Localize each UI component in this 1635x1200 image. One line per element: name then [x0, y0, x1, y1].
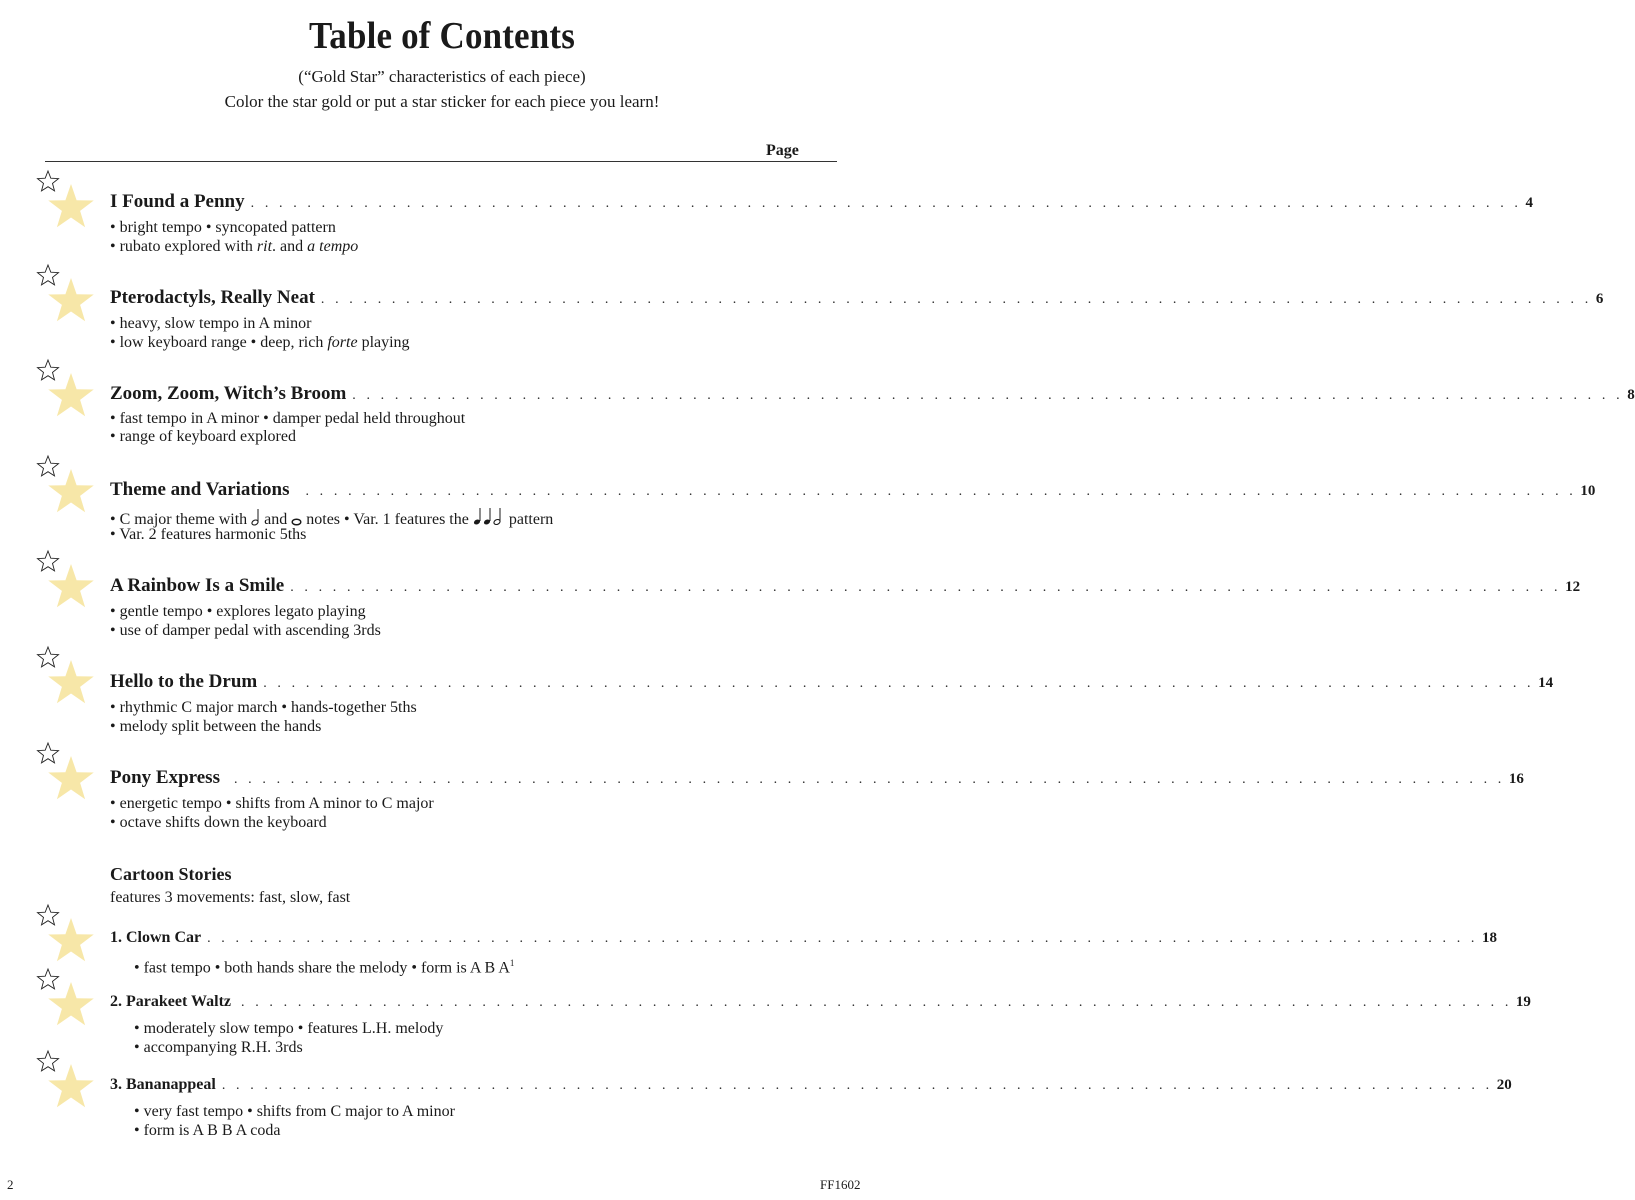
entry-description-line: • octave shifts down the keyboard: [110, 814, 327, 831]
dot-leader: . . . . . . . . . . . . . . . . . . . . . . . . . . . . . . . . . . . . . . . . . . . . . . . . . . . . . . . . . . . . . . . . . . . . . . . . . . . . . . . . . . . . . . . . . .: [352, 388, 1624, 403]
toc-entry[interactable]: [110, 767, 1524, 789]
entry-title: Theme and Variations: [110, 479, 290, 500]
page-instructions: Color the star gold or put a star sticker for each piece you learn!: [224, 92, 660, 111]
footer-catalog-code: FF1602: [820, 1177, 861, 1192]
entry-description-line: • rhythmic C major march • hands-together 5ths: [110, 699, 417, 716]
page-number: 16: [1508, 771, 1524, 787]
entry-title: A Rainbow Is a Smile: [110, 575, 285, 596]
dot-leader: . . . . . . . . . . . . . . . . . . . . . . . . . . . . . . . . . . . . . . . . . . . . . . . . . . . . . . . . . . . . . . . . . . . . . . . . . . . . . . . . . . . . . . . . . .: [263, 676, 1535, 691]
page-column-label: Page: [766, 142, 799, 159]
page-number: 6: [1595, 291, 1604, 307]
entry-title: Hello to the Drum: [110, 671, 258, 692]
footer-page-number: 2: [7, 1177, 14, 1192]
entry-description-line: • Var. 2 features harmonic 5ths: [110, 526, 307, 543]
page-number: 19: [1515, 994, 1531, 1010]
gold-star-icon[interactable]: [34, 646, 100, 712]
page-number: 14: [1538, 675, 1554, 691]
dot-leader: . . . . . . . . . . . . . . . . . . . . . . . . . . . . . . . . . . . . . . . . . . . . . . . . . . . . . . . . . . . . . . . . . . . . . . . . . . . . . . . . . . . . . . . . . .: [250, 196, 1522, 211]
entry-description-line: • melody split between the hands: [110, 718, 322, 735]
page-subtitle: (“Gold Star” characteristics of each piece): [298, 67, 586, 86]
entry-description-line: • C major theme with and notes • Var. 1 features the pattern: [110, 506, 553, 531]
dot-leader: . . . . . . . . . . . . . . . . . . . . . . . . . . . . . . . . . . . . . . . . . . . . . . . . . . . . . . . . . . . . . . . . . . . . . . . . . . . . . . . . . . . . . . . . . .: [290, 580, 1562, 595]
entry-description-line: • form is A B B A coda: [134, 1122, 281, 1139]
toc-entry[interactable]: [110, 383, 1635, 405]
gold-star-icon[interactable]: [34, 264, 100, 330]
gold-star-icon[interactable]: [34, 1050, 100, 1116]
entry-description-line: • low keyboard range • deep, rich forte playing: [110, 334, 410, 351]
entry-description-line: • heavy, slow tempo in A minor: [110, 315, 312, 332]
page-number: 18: [1482, 930, 1498, 946]
toc-entry[interactable]: [110, 191, 1534, 213]
page-number: 4: [1525, 195, 1534, 211]
toc-entry[interactable]: [110, 671, 1554, 693]
entry-description-line: • rubato explored with rit. and a tempo: [110, 238, 359, 255]
dot-leader: . . . . . . . . . . . . . . . . . . . . . . . . . . . . . . . . . . . . . . . . . . . . . . . . . . . . . . . . . . . . . . . . . . . . . . . . . . . . . . . . . . . . . . . . . .: [221, 1078, 1493, 1093]
entry-description-line: • fast tempo in A minor • damper pedal held throughout: [110, 410, 466, 427]
toc-entry[interactable]: [110, 479, 1596, 501]
gold-star-icon[interactable]: [34, 968, 100, 1034]
entry-title: 2. Parakeet Waltz: [110, 993, 232, 1010]
gold-star-icon[interactable]: [34, 455, 100, 521]
entry-title: Pony Express: [110, 767, 220, 788]
toc-entry[interactable]: [110, 993, 1531, 1011]
gold-star-icon[interactable]: [34, 170, 100, 236]
toc-entry[interactable]: [110, 575, 1581, 597]
page-number: 10: [1580, 483, 1596, 499]
gold-star-icon[interactable]: [34, 359, 100, 425]
dot-leader: . . . . . . . . . . . . . . . . . . . . . . . . . . . . . . . . . . . . . . . . . . . . . . . . . . . . . . . . . . . . . . . . . . . . . . . . . . . . . . . . . . . . . . . . . .: [305, 484, 1577, 499]
toc-entry[interactable]: [110, 287, 1604, 309]
entry-description-line: • bright tempo • syncopated pattern: [110, 219, 336, 236]
entry-description-line: • gentle tempo • explores legato playing: [110, 603, 366, 620]
entry-description-line: • fast tempo • both hands share the melody • form is A B $A^1$: [134, 958, 515, 977]
gold-star-icon[interactable]: [34, 550, 100, 616]
header-divider: [45, 161, 837, 162]
entry-description-line: • very fast tempo • shifts from C major to A minor: [134, 1103, 455, 1120]
entry-title: 1. Clown Car: [110, 929, 202, 946]
page-title: Table of Contents: [308, 15, 576, 57]
dot-leader: . . . . . . . . . . . . . . . . . . . . . . . . . . . . . . . . . . . . . . . . . . . . . . . . . . . . . . . . . . . . . . . . . . . . . . . . . . . . . . . . . . . . . . . . . .: [233, 772, 1505, 787]
gold-star-icon[interactable]: [34, 904, 100, 970]
section-title: Cartoon Stories: [110, 864, 232, 884]
page-number: 20: [1496, 1077, 1512, 1093]
gold-star-icon[interactable]: [34, 742, 100, 808]
section-subtitle: features 3 movements: fast, slow, fast: [110, 889, 351, 906]
entry-title: Zoom, Zoom, Witch’s Broom: [110, 383, 347, 404]
page-number: 8: [1627, 387, 1635, 403]
page-number: 12: [1565, 579, 1581, 595]
dot-leader: . . . . . . . . . . . . . . . . . . . . . . . . . . . . . . . . . . . . . . . . . . . . . . . . . . . . . . . . . . . . . . . . . . . . . . . . . . . . . . . . . . . . . . . . . .: [241, 995, 1512, 1010]
dot-leader: . . . . . . . . . . . . . . . . . . . . . . . . . . . . . . . . . . . . . . . . . . . . . . . . . . . . . . . . . . . . . . . . . . . . . . . . . . . . . . . . . . . . . . . . . .: [320, 292, 1592, 307]
entry-description-line: • range of keyboard explored: [110, 428, 296, 445]
entry-description-line: • moderately slow tempo • features L.H. melody: [134, 1020, 444, 1037]
entry-title: I Found a Penny: [110, 191, 245, 212]
dot-leader: . . . . . . . . . . . . . . . . . . . . . . . . . . . . . . . . . . . . . . . . . . . . . . . . . . . . . . . . . . . . . . . . . . . . . . . . . . . . . . . . . . . . . . . . . .: [207, 931, 1479, 946]
entry-title: Pterodactyls, Really Neat: [110, 287, 315, 308]
entry-description-line: • accompanying R.H. 3rds: [134, 1039, 303, 1056]
toc-entry[interactable]: [110, 1076, 1512, 1094]
entry-description-line: • use of damper pedal with ascending 3rds: [110, 622, 381, 639]
entry-title: 3. Bananappeal: [110, 1076, 216, 1093]
rhythm-pattern-icon: [473, 506, 505, 531]
entry-description-line: • energetic tempo • shifts from A minor to C major: [110, 795, 434, 812]
toc-entry[interactable]: [110, 929, 1498, 947]
